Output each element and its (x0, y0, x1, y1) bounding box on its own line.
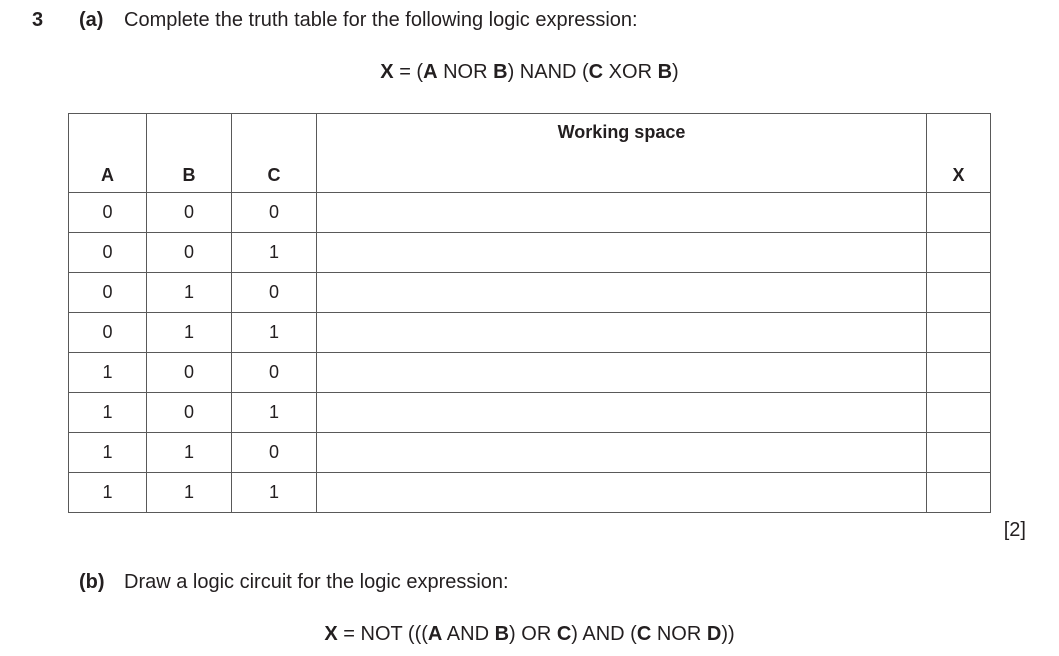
cell-c: 0 (232, 273, 317, 313)
truth-table-header-row (69, 114, 991, 193)
part-a-marks: [2] (1003, 519, 1026, 541)
cell-c: 0 (232, 193, 317, 233)
header-c: C (232, 114, 317, 193)
table-row (69, 433, 991, 473)
cell-b: 0 (147, 193, 232, 233)
part-a-label: (a) (79, 9, 104, 31)
part-b-label: (b) (79, 571, 105, 593)
expression-segment: C (588, 61, 604, 83)
cell-a: 0 (69, 313, 147, 353)
cell-a: 1 (69, 353, 147, 393)
expression-segment: B (657, 61, 673, 83)
cell-working-space[interactable] (317, 433, 927, 473)
header-working-space: Working space (317, 114, 927, 193)
cell-x[interactable] (927, 193, 991, 233)
cell-working-space[interactable] (317, 233, 927, 273)
cell-working-space[interactable] (317, 193, 927, 233)
table-row (69, 473, 991, 513)
expression-segment: C (636, 623, 652, 645)
part-a-expression (0, 61, 1059, 84)
table-row (69, 193, 991, 233)
table-row (69, 313, 991, 353)
cell-x[interactable] (927, 393, 991, 433)
cell-a: 1 (69, 393, 147, 433)
cell-working-space[interactable] (317, 313, 927, 353)
expression-segment: = ( (393, 61, 424, 83)
cell-a: 1 (69, 473, 147, 513)
cell-b: 1 (147, 473, 232, 513)
cell-a: 0 (69, 273, 147, 313)
cell-c: 1 (232, 473, 317, 513)
part-b-instruction: Draw a logic circuit for the logic expression: (124, 571, 509, 593)
part-a-instruction: Complete the truth table for the following logic expression: (124, 9, 638, 31)
cell-a: 1 (69, 433, 147, 473)
header-x: X (927, 114, 991, 193)
cell-b: 0 (147, 353, 232, 393)
expression-segment: B (493, 61, 508, 83)
header-a: A (69, 114, 147, 193)
expression-segment: AND (442, 623, 495, 645)
cell-b: 1 (147, 313, 232, 353)
table-row (69, 393, 991, 433)
expression-segment: ) OR (509, 623, 557, 645)
expression-segment: = NOT ((( (337, 623, 428, 645)
expression-segment: NOR (437, 61, 494, 83)
expression-segment: A (423, 61, 438, 83)
expression-segment: D (706, 623, 722, 645)
cell-c: 0 (232, 433, 317, 473)
cell-c: 1 (232, 393, 317, 433)
expression-segment: NOR (651, 623, 707, 645)
cell-x[interactable] (927, 473, 991, 513)
expression-segment: ) (672, 61, 679, 83)
expression-segment: )) (721, 623, 735, 645)
cell-working-space[interactable] (317, 473, 927, 513)
table-row (69, 273, 991, 313)
part-b-expression (0, 623, 1059, 646)
cell-x[interactable] (927, 313, 991, 353)
cell-b: 0 (147, 393, 232, 433)
cell-a: 0 (69, 193, 147, 233)
expression-segment: ) NAND ( (507, 61, 589, 83)
truth-table (68, 113, 991, 513)
expression-segment: C (556, 623, 572, 645)
expression-segment: A (427, 623, 443, 645)
expression-segment: XOR (603, 61, 658, 83)
expression-segment: X (380, 61, 394, 83)
cell-x[interactable] (927, 273, 991, 313)
cell-x[interactable] (927, 233, 991, 273)
header-b: B (147, 114, 232, 193)
cell-b: 1 (147, 433, 232, 473)
cell-c: 1 (232, 233, 317, 273)
cell-b: 1 (147, 273, 232, 313)
question-number: 3 (32, 9, 44, 31)
cell-a: 0 (69, 233, 147, 273)
expression-segment: X (324, 623, 338, 645)
table-row (69, 353, 991, 393)
cell-working-space[interactable] (317, 273, 927, 313)
cell-b: 0 (147, 233, 232, 273)
table-row (69, 233, 991, 273)
expression-segment: ) AND ( (571, 623, 637, 645)
cell-c: 1 (232, 313, 317, 353)
expression-segment: B (494, 623, 510, 645)
cell-x[interactable] (927, 433, 991, 473)
cell-x[interactable] (927, 353, 991, 393)
cell-working-space[interactable] (317, 393, 927, 433)
cell-c: 0 (232, 353, 317, 393)
cell-working-space[interactable] (317, 353, 927, 393)
